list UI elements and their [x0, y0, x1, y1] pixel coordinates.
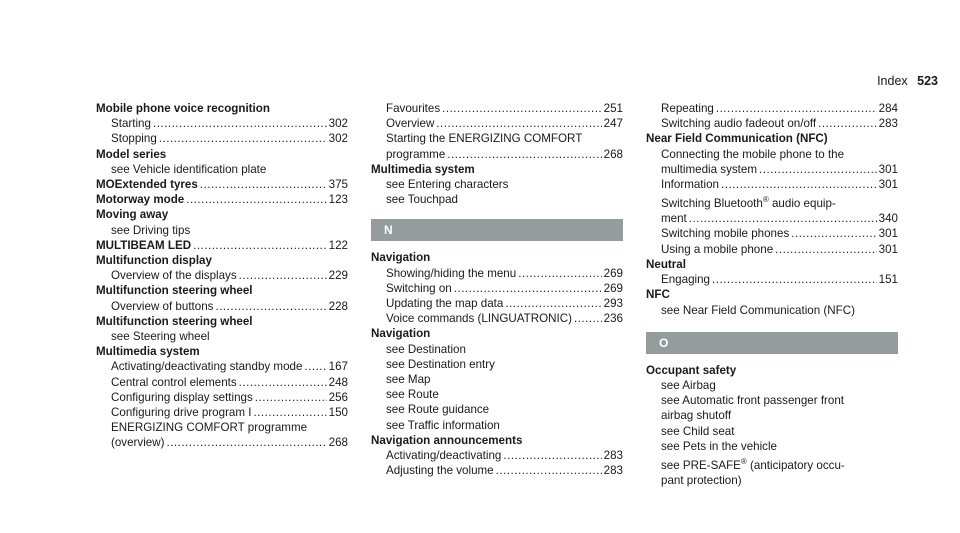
entry-neutral — [646, 257, 898, 287]
see-reference-cont: pant protection) — [661, 473, 742, 487]
entry-multifunction-steering-wheel — [96, 283, 348, 313]
entry-near-field-communication — [646, 131, 898, 256]
entry-multimedia-system — [96, 344, 348, 450]
entry-nfc — [646, 287, 898, 317]
entry-term: Near Field Communication (NFC) — [646, 132, 828, 146]
entry-term: Multifunction display — [96, 254, 212, 268]
entry-multimedia-system-see — [371, 162, 623, 208]
entry-navigation-see — [371, 326, 623, 432]
subentry: Overview ..... 247 — [371, 116, 623, 131]
see-reference: see Vehicle identification plate — [111, 162, 267, 176]
see-reference: see Entering characters — [386, 178, 509, 192]
see-reference: see Route guidance — [386, 403, 490, 417]
see-reference-cont: airbag shutoff — [661, 409, 732, 423]
subentry-wrap: Starting the ENERGIZING COMFORT — [386, 132, 583, 146]
entry-term: Multifunction steering wheel — [96, 314, 253, 328]
subentry: Favourites ..... 251 — [371, 101, 623, 116]
see-reference: see Route — [386, 388, 439, 402]
subentry: Starting ..... 302 — [96, 116, 348, 131]
see-reference: see Destination entry — [386, 357, 495, 371]
subentry: Engaging ..... 151 — [646, 272, 898, 287]
entry-term: Navigation announcements — [371, 433, 523, 447]
subentry: Central control elements ..... 248 — [96, 375, 348, 390]
subentry: Switching mobile phones ..... 301 — [646, 226, 898, 241]
entry-term: Moving away — [96, 208, 169, 222]
index-column-3 — [646, 101, 898, 488]
see-reference: see Child seat — [661, 424, 735, 438]
see-reference: see Destination — [386, 342, 466, 356]
subentry: Using a mobile phone ..... 301 — [646, 242, 898, 257]
entry-term: Multimedia system — [371, 162, 475, 176]
subentry: Switching on ..... 269 — [371, 281, 623, 296]
index-label: Index — [877, 74, 908, 88]
subentry: Showing/hiding the menu ..... 269 — [371, 266, 623, 281]
entry-navigation-announcements-cont — [646, 101, 898, 131]
see-reference: see Pets in the vehicle — [661, 439, 778, 453]
see-reference: see Automatic front passenger front — [661, 394, 845, 408]
see-reference: see Steering wheel — [111, 330, 210, 344]
entry-occupant-safety — [646, 363, 898, 488]
entry-term: Multimedia system — [96, 345, 200, 359]
entry-term: NFC — [646, 288, 670, 302]
subentry: multimedia system ..... 301 — [646, 162, 898, 177]
index-column-2 — [371, 101, 623, 478]
subentry: programme ..... 268 — [371, 147, 623, 162]
see-reference: see Near Field Communication (NFC) — [661, 303, 855, 317]
entry-term: Navigation — [371, 251, 431, 265]
see-reference: see Map — [386, 373, 431, 387]
subentry: Updating the map data ..... 293 — [371, 296, 623, 311]
entry-term: Model series — [96, 147, 167, 161]
subentry: Activating/deactivating ..... 283 — [371, 448, 623, 463]
subentry-wrap: Connecting the mobile phone to the — [661, 147, 845, 161]
entry-multifunction-display — [96, 253, 348, 283]
entry-term: Multifunction steering wheel — [96, 284, 253, 298]
registered-mark: ® — [762, 195, 769, 205]
registered-mark: ® — [740, 456, 747, 466]
subentry: Information ..... 301 — [646, 177, 898, 192]
entry-multifunction-steering-wheel-see — [96, 314, 348, 344]
see-reference: see Touchpad — [386, 193, 458, 207]
subentry: Voice commands (LINGUATRONIC) ..... 236 — [371, 311, 623, 326]
page-header — [877, 74, 938, 89]
entry-navigation-announcements — [371, 433, 623, 479]
section-header-n: N — [371, 219, 623, 241]
entry-term: Mobile phone voice recognition — [96, 102, 270, 115]
subentry: (overview) ..... 268 — [96, 435, 348, 450]
entry-term: Neutral — [646, 257, 686, 271]
see-reference: see Airbag — [661, 378, 716, 392]
subentry: Switching audio fadeout on/off ..... 283 — [646, 116, 898, 131]
subentry: Overview of the displays ..... 229 — [96, 268, 348, 283]
subentry: Configuring display settings ..... 256 — [96, 390, 348, 405]
section-header-o: O — [646, 332, 898, 354]
subentry: Adjusting the volume ..... 283 — [371, 463, 623, 478]
entry-moextended-tyres: MOExtended tyres ..... 375 — [96, 177, 348, 192]
entry-multibeam-led: MULTIBEAM LED ..... 122 — [96, 238, 348, 253]
subentry: ment ..... 340 — [646, 211, 898, 226]
entry-multimedia-system-cont — [371, 101, 623, 162]
see-reference: see Traffic information — [386, 418, 500, 432]
subentry: Configuring drive program I ..... 150 — [96, 405, 348, 420]
subentry: Overview of buttons ..... 228 — [96, 299, 348, 314]
see-reference: see PRE-SAFE® (anticipatory occu- — [661, 456, 845, 472]
subentry: Activating/deactivating standby mode ..... 167 — [96, 359, 348, 374]
entry-term: Navigation — [371, 327, 431, 341]
see-reference: see Driving tips — [111, 223, 191, 237]
entry-navigation — [371, 250, 623, 326]
subentry: Repeating ..... 284 — [646, 101, 898, 116]
entry-term: Occupant safety — [646, 363, 737, 377]
subentry-wrap: ENERGIZING COMFORT programme — [111, 421, 308, 435]
entry-moving-away — [96, 207, 348, 237]
entry-mobile-phone-voice-recognition — [96, 101, 348, 147]
index-column-1 — [96, 101, 348, 451]
page-number: 523 — [917, 74, 938, 88]
entry-model-series — [96, 147, 348, 177]
entry-motorway-mode: Motorway mode ..... 123 — [96, 192, 348, 207]
subentry: Stopping ..... 302 — [96, 131, 348, 146]
subentry-wrap: Switching Bluetooth® audio equip- — [661, 195, 836, 211]
